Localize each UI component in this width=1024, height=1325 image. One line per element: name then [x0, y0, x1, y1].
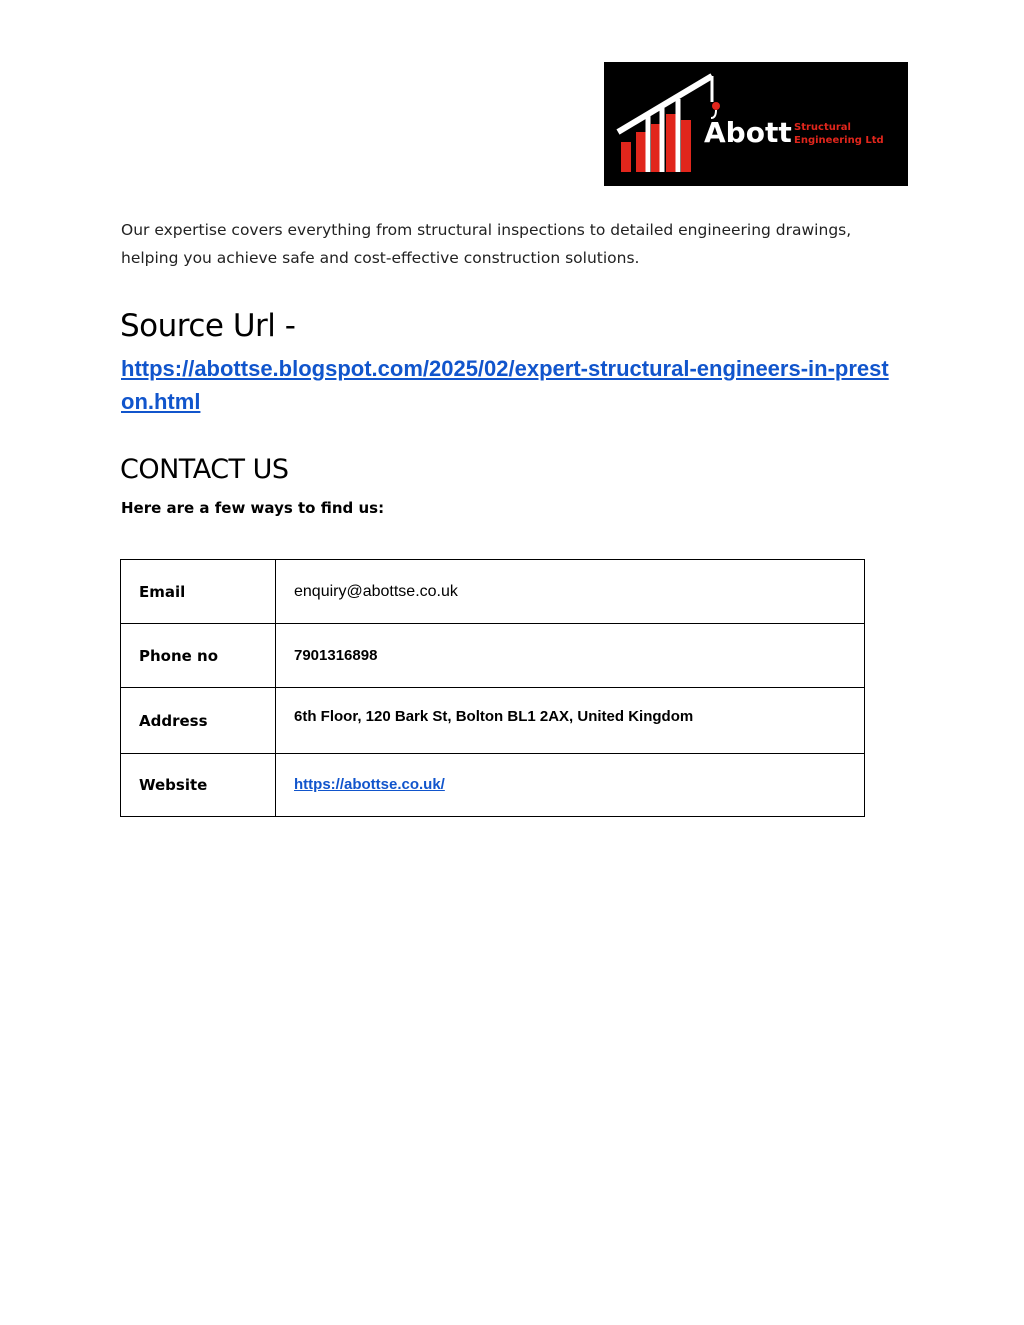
phone-label: Phone no [121, 624, 276, 688]
contact-table [120, 559, 865, 817]
address-value: 6th Floor, 120 Bark St, Bolton BL1 2AX, United Kingdom [276, 688, 865, 754]
contact-heading: CONTACT US [120, 454, 289, 485]
source-url-heading: Source Url - [120, 308, 296, 344]
table-row [121, 754, 865, 817]
phone-value: 7901316898 [276, 624, 865, 688]
address-label: Address [121, 688, 276, 754]
email-label: Email [121, 560, 276, 624]
intro-paragraph: Our expertise covers everything from structural inspections to detailed engineering drawings, helping you achieve safe and cost-effective construction solutions. [121, 221, 852, 267]
website-label: Website [121, 754, 276, 817]
table-row [121, 624, 865, 688]
svg-text:Abott: Abott [704, 116, 792, 149]
website-link[interactable]: https://abottse.co.uk/ [294, 776, 445, 793]
logo-graphic [604, 62, 908, 186]
contact-subheading: Here are a few ways to find us: [121, 499, 385, 517]
svg-text:Structural: Structural [794, 122, 851, 133]
source-url-link[interactable]: https://abottse.blogspot.com/2025/02/expert-structural-engineers-in-preston.html [121, 356, 889, 414]
table-row [121, 560, 865, 624]
company-logo [604, 62, 908, 186]
svg-text:Engineering Ltd: Engineering Ltd [794, 135, 884, 146]
email-value: enquiry@abottse.co.uk [276, 560, 865, 624]
website-cell [276, 754, 865, 817]
table-row [121, 688, 865, 754]
